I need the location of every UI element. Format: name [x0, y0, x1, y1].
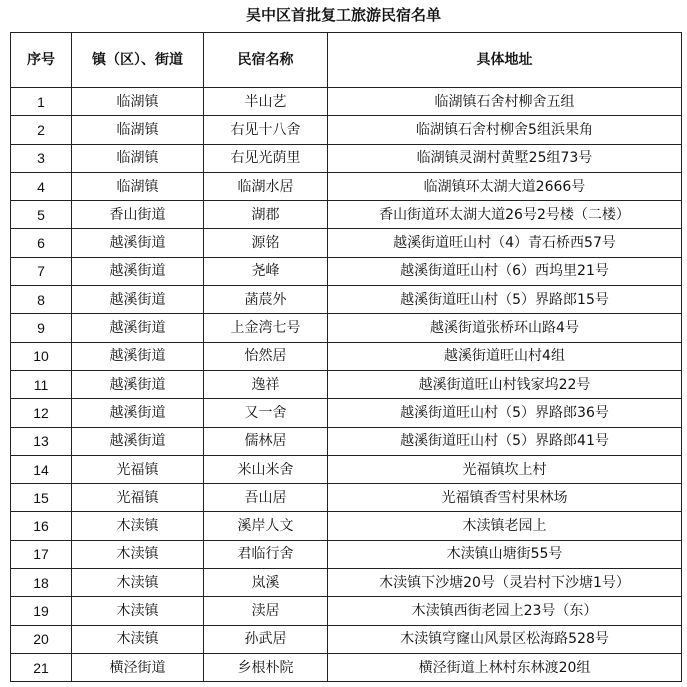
table-row	[11, 172, 682, 200]
town-cell: 木渎镇	[72, 512, 204, 540]
town-cell: 越溪街道	[72, 314, 204, 342]
table-row	[11, 370, 682, 398]
address-cell: 木渎镇下沙塘20号（灵岩村下沙塘1号）	[328, 569, 682, 597]
town-cell: 木渎镇	[72, 569, 204, 597]
serial-number-cell: 3	[11, 144, 72, 172]
town-cell: 临湖镇	[72, 172, 204, 200]
town-cell: 木渎镇	[72, 597, 204, 625]
town-cell: 越溪街道	[72, 370, 204, 398]
homestay-name-cell: 米山米舍	[204, 455, 328, 483]
serial-number-cell: 15	[11, 484, 72, 512]
table-row	[11, 653, 682, 681]
address-cell: 光福镇香雪村果林场	[328, 484, 682, 512]
town-cell: 木渎镇	[72, 540, 204, 568]
town-cell: 越溪街道	[72, 342, 204, 370]
table-row	[11, 314, 682, 342]
table-row	[11, 569, 682, 597]
table-row	[11, 229, 682, 257]
serial-number-cell: 5	[11, 201, 72, 229]
address-cell: 木渎镇穹窿山风景区松海路528号	[328, 625, 682, 653]
homestay-name-cell: 菡莀外	[204, 286, 328, 314]
town-cell: 越溪街道	[72, 229, 204, 257]
homestay-name-cell: 渎居	[204, 597, 328, 625]
town-cell: 越溪街道	[72, 257, 204, 285]
serial-number-cell: 14	[11, 455, 72, 483]
header-homestay-name: 民宿名称	[204, 33, 328, 88]
address-cell: 光福镇坎上村	[328, 455, 682, 483]
table-row	[11, 455, 682, 483]
address-cell: 越溪街道旺山村钱家坞22号	[328, 370, 682, 398]
table-row	[11, 116, 682, 144]
address-cell: 越溪街道旺山村（4）青石桥西57号	[328, 229, 682, 257]
serial-number-cell: 11	[11, 370, 72, 398]
table-row	[11, 597, 682, 625]
serial-number-cell: 18	[11, 569, 72, 597]
table-row	[11, 540, 682, 568]
town-cell: 越溪街道	[72, 399, 204, 427]
address-cell: 越溪街道张桥环山路4号	[328, 314, 682, 342]
serial-number-cell: 20	[11, 625, 72, 653]
homestay-name-cell: 湖郡	[204, 201, 328, 229]
table-row	[11, 399, 682, 427]
address-cell: 越溪街道旺山村（5）界路郎36号	[328, 399, 682, 427]
address-cell: 越溪街道旺山村（5）界路郎15号	[328, 286, 682, 314]
town-cell: 香山街道	[72, 201, 204, 229]
table-row	[11, 484, 682, 512]
serial-number-cell: 13	[11, 427, 72, 455]
homestay-name-cell: 吾山居	[204, 484, 328, 512]
homestay-name-cell: 孙武居	[204, 625, 328, 653]
address-cell: 临湖镇灵湖村黄墅25组73号	[328, 144, 682, 172]
town-cell: 临湖镇	[72, 144, 204, 172]
town-cell: 越溪街道	[72, 427, 204, 455]
serial-number-cell: 8	[11, 286, 72, 314]
address-cell: 木渎镇山塘街55号	[328, 540, 682, 568]
table-row	[11, 625, 682, 653]
homestay-table	[10, 32, 682, 682]
table-row	[11, 286, 682, 314]
homestay-name-cell: 尧峰	[204, 257, 328, 285]
town-cell: 横泾街道	[72, 653, 204, 681]
serial-number-cell: 17	[11, 540, 72, 568]
address-cell: 木渎镇西街老园上23号（东）	[328, 597, 682, 625]
homestay-name-cell: 儒林居	[204, 427, 328, 455]
town-cell: 越溪街道	[72, 286, 204, 314]
serial-number-cell: 4	[11, 172, 72, 200]
serial-number-cell: 16	[11, 512, 72, 540]
table-row	[11, 201, 682, 229]
town-cell: 木渎镇	[72, 625, 204, 653]
header-row	[11, 33, 682, 88]
table-row	[11, 427, 682, 455]
serial-number-cell: 2	[11, 116, 72, 144]
homestay-name-cell: 源铭	[204, 229, 328, 257]
serial-number-cell: 21	[11, 653, 72, 681]
homestay-name-cell: 溪岸人文	[204, 512, 328, 540]
table-row	[11, 512, 682, 540]
address-cell: 木渎镇老园上	[328, 512, 682, 540]
homestay-name-cell: 岚溪	[204, 569, 328, 597]
address-cell: 临湖镇石舍村柳舍5组浜果角	[328, 116, 682, 144]
town-cell: 光福镇	[72, 455, 204, 483]
table-row	[11, 88, 682, 116]
table-row	[11, 144, 682, 172]
address-cell: 越溪街道旺山村（5）界路郎41号	[328, 427, 682, 455]
serial-number-cell: 1	[11, 88, 72, 116]
table-body	[11, 88, 682, 682]
address-cell: 临湖镇环太湖大道2666号	[328, 172, 682, 200]
table-row	[11, 342, 682, 370]
town-cell: 光福镇	[72, 484, 204, 512]
serial-number-cell: 19	[11, 597, 72, 625]
address-cell: 香山街道环太湖大道26号2号楼（二楼）	[328, 201, 682, 229]
serial-number-cell: 7	[11, 257, 72, 285]
document-title: 吴中区首批复工旅游民宿名单	[245, 6, 441, 24]
address-cell: 越溪街道旺山村（6）西坞里21号	[328, 257, 682, 285]
table-row	[11, 257, 682, 285]
homestay-name-cell: 上金湾七号	[204, 314, 328, 342]
table-header	[11, 33, 682, 88]
serial-number-cell: 12	[11, 399, 72, 427]
homestay-name-cell: 怡然居	[204, 342, 328, 370]
address-cell: 横泾街道上林村东林渡20组	[328, 653, 682, 681]
address-cell: 越溪街道旺山村4组	[328, 342, 682, 370]
town-cell: 临湖镇	[72, 116, 204, 144]
town-cell: 临湖镇	[72, 88, 204, 116]
homestay-name-cell: 右见十八舍	[204, 116, 328, 144]
serial-number-cell: 6	[11, 229, 72, 257]
serial-number-cell: 10	[11, 342, 72, 370]
homestay-name-cell: 乡根朴院	[204, 653, 328, 681]
header-town: 镇（区）、街道	[72, 33, 204, 88]
header-serial-number: 序号	[11, 33, 72, 88]
homestay-name-cell: 君临行舍	[204, 540, 328, 568]
serial-number-cell: 9	[11, 314, 72, 342]
homestay-name-cell: 半山艺	[204, 88, 328, 116]
homestay-name-cell: 临湖水居	[204, 172, 328, 200]
homestay-name-cell: 右见光荫里	[204, 144, 328, 172]
homestay-name-cell: 逸祥	[204, 370, 328, 398]
address-cell: 临湖镇石舍村柳舍五组	[328, 88, 682, 116]
header-address: 具体地址	[328, 33, 682, 88]
homestay-name-cell: 又一舍	[204, 399, 328, 427]
